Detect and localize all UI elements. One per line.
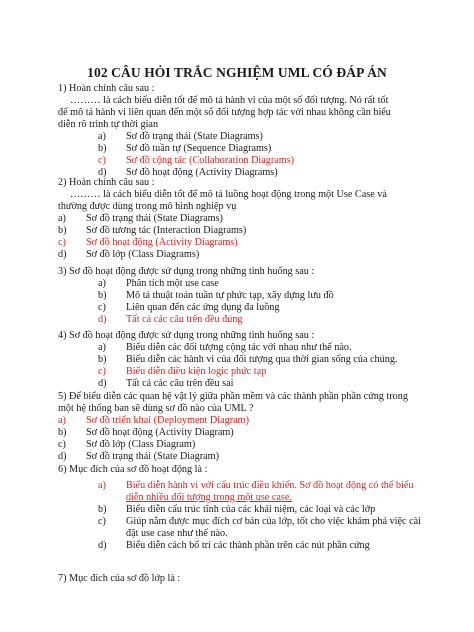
question-3 bbox=[58, 266, 438, 326]
question-body-line: diễn rõ trình tự thời gian bbox=[58, 119, 159, 130]
option-label: d) bbox=[98, 167, 107, 178]
option-a bbox=[98, 278, 438, 290]
option-text: Sơ đồ trạng thái (State Diagrams) bbox=[86, 213, 223, 224]
option-a-correct-answer bbox=[98, 480, 438, 492]
question-body-line: ……… là cách biểu diễn tốt để mô tả luồng hoạt động trong một Use Case và bbox=[70, 189, 387, 200]
question-7 bbox=[58, 573, 438, 585]
option-label: d) bbox=[98, 378, 107, 389]
option-b bbox=[98, 504, 438, 516]
option-text: Biểu diễn hành vi với cấu trúc điều khiển. Sơ đồ hoạt động có thể biểu bbox=[126, 480, 414, 491]
question-4 bbox=[58, 330, 438, 390]
option-label: b) bbox=[98, 354, 107, 365]
option-text: Sơ đồ hoạt động (Activity Diagrams) bbox=[86, 237, 238, 248]
option-text: Sơ đồ tương tác (Interaction Diagrams) bbox=[86, 225, 247, 236]
option-text: Sơ đồ lớp (Class Diagrams) bbox=[86, 249, 200, 260]
question-prompt: 5) Để biểu diễn các quan hệ vật lý giữa phần mềm và các thành phần phần cứng trong bbox=[58, 391, 408, 402]
question-body-line: ……… là cách biểu diễn tốt để mô tả hành vi của một số đối tượng. Nó rất tốt bbox=[70, 95, 389, 106]
option-label: a) bbox=[58, 213, 66, 224]
option-label: d) bbox=[98, 314, 107, 325]
option-label: c) bbox=[98, 155, 106, 166]
option-c bbox=[98, 302, 438, 314]
option-a bbox=[58, 213, 438, 225]
option-text: Biểu diễn các đối tượng cộng tác với nhau như thế nào. bbox=[126, 342, 352, 353]
option-text: Biểu diễn cách bố trí các thành phần trên các nút phần cứng bbox=[126, 540, 370, 551]
question-body-line: để mô tả hành vi liên quan đến một số đối tượng hợp tác với nhau không cần biểu bbox=[58, 107, 391, 118]
option-text: Tất cả các câu trên đều đúng bbox=[126, 314, 243, 325]
option-d bbox=[58, 451, 438, 463]
option-label: a) bbox=[98, 342, 106, 353]
option-d-correct-answer bbox=[98, 314, 438, 326]
question-body-line: một hệ thống ban sẽ dùng sơ đồ nào của UML ? bbox=[58, 403, 254, 414]
option-label: a) bbox=[58, 415, 66, 426]
option-text: Tất cả các câu trên đều sai bbox=[126, 378, 234, 389]
option-label: a) bbox=[98, 480, 106, 491]
option-d bbox=[98, 540, 438, 552]
option-label: b) bbox=[98, 504, 107, 515]
option-text: Sơ đồ tuần tự (Sequence Diagrams) bbox=[126, 143, 272, 154]
question-body-line: thường được dùng trong mô hình nghiệp vụ bbox=[58, 201, 237, 212]
option-d bbox=[98, 378, 438, 390]
option-text-continuation: diễn nhiều đối tượng trong một use case. bbox=[126, 492, 292, 503]
option-c-continuation bbox=[98, 528, 438, 540]
question-prompt: 1) Hoàn chỉnh câu sau : bbox=[58, 83, 155, 94]
option-text: Biểu diễn cấu trúc tĩnh của các khái niệm, các loại và các lớp bbox=[126, 504, 376, 515]
option-text: Biểu diễn điều kiện logic phức tạp bbox=[126, 366, 267, 377]
option-text: Sơ đồ hoạt động (Activity Diagrams) bbox=[126, 167, 278, 178]
option-label: a) bbox=[98, 278, 106, 289]
option-label: b) bbox=[58, 225, 67, 236]
option-text: Liên quan đến các ứng dụng đa luồng bbox=[126, 302, 280, 313]
question-prompt: 3) Sơ đồ hoạt động được sử dụng trong những tình huống sau : bbox=[58, 266, 315, 277]
option-text: Mô tả thuật toán tuần tự phức tạp, xây dựng lưu đồ bbox=[126, 290, 334, 301]
options-list bbox=[58, 213, 438, 261]
option-a bbox=[98, 131, 438, 143]
option-label: d) bbox=[98, 540, 107, 551]
option-label: c) bbox=[58, 439, 66, 450]
option-text: Biểu diễn các hành vi của đối tượng qua thời gian sống của chúng. bbox=[126, 354, 398, 365]
option-text: Sơ đồ hoạt động (Activity Diagram) bbox=[86, 427, 234, 438]
option-c-correct-answer bbox=[58, 237, 438, 249]
option-text: Sơ đồ triển khai (Deployment Diagram) bbox=[86, 415, 249, 426]
option-b bbox=[58, 427, 438, 439]
question-prompt: 4) Sơ đồ hoạt động được sử dụng trong những tình huống sau : bbox=[58, 330, 315, 341]
option-label: c) bbox=[58, 237, 66, 248]
option-d bbox=[58, 249, 438, 261]
question-prompt: 6) Mục đích của sơ đồ hoạt động là : bbox=[58, 464, 208, 475]
option-text: Giúp nắm được mục đích cơ bản của lớp, tốt cho việc khám phá việc cài bbox=[126, 516, 421, 527]
option-b bbox=[98, 143, 438, 155]
option-label: a) bbox=[98, 131, 106, 142]
option-b bbox=[98, 290, 438, 302]
option-c bbox=[98, 516, 438, 528]
option-a-continuation bbox=[98, 492, 438, 504]
options-list bbox=[58, 415, 438, 463]
option-c bbox=[58, 439, 438, 451]
option-text-continuation: đặt use case như thế nào. bbox=[126, 528, 228, 539]
option-label: d) bbox=[58, 249, 67, 260]
option-label: d) bbox=[58, 451, 67, 462]
options-list bbox=[58, 278, 438, 326]
question-1 bbox=[58, 83, 438, 179]
option-a-correct-answer bbox=[58, 415, 438, 427]
option-label: b) bbox=[98, 290, 107, 301]
option-a bbox=[98, 342, 438, 354]
option-c-correct-answer bbox=[98, 155, 438, 167]
option-label: b) bbox=[58, 427, 67, 438]
option-b bbox=[98, 354, 438, 366]
option-label: c) bbox=[98, 366, 106, 377]
options-list bbox=[58, 342, 438, 390]
question-prompt: 7) Mục đích của sơ đồ lớp là : bbox=[58, 573, 181, 584]
options-list bbox=[58, 131, 438, 179]
question-6 bbox=[58, 464, 438, 552]
option-text: Sơ đồ lớp (Class Diagram) bbox=[86, 439, 196, 450]
option-b bbox=[58, 225, 438, 237]
option-text: Sơ đồ cộng tác (Collaboration Diagrams) bbox=[126, 155, 295, 166]
question-2 bbox=[58, 177, 438, 261]
question-prompt: 2) Hoàn chỉnh câu sau : bbox=[58, 177, 155, 188]
option-c-correct-answer bbox=[98, 366, 438, 378]
document-title: 102 CÂU HỎI TRẮC NGHIỆM UML CÓ ĐÁP ÁN bbox=[87, 65, 387, 80]
option-label: c) bbox=[98, 302, 106, 313]
option-text: Sơ đồ trạng thái (State Diagram) bbox=[86, 451, 219, 462]
option-text: Phân tích một use case bbox=[126, 278, 219, 289]
options-list bbox=[58, 480, 438, 552]
option-label: c) bbox=[98, 516, 106, 527]
option-label: b) bbox=[98, 143, 107, 154]
option-text: Sơ đồ trạng thái (State Diagrams) bbox=[126, 131, 263, 142]
question-5 bbox=[58, 391, 438, 463]
